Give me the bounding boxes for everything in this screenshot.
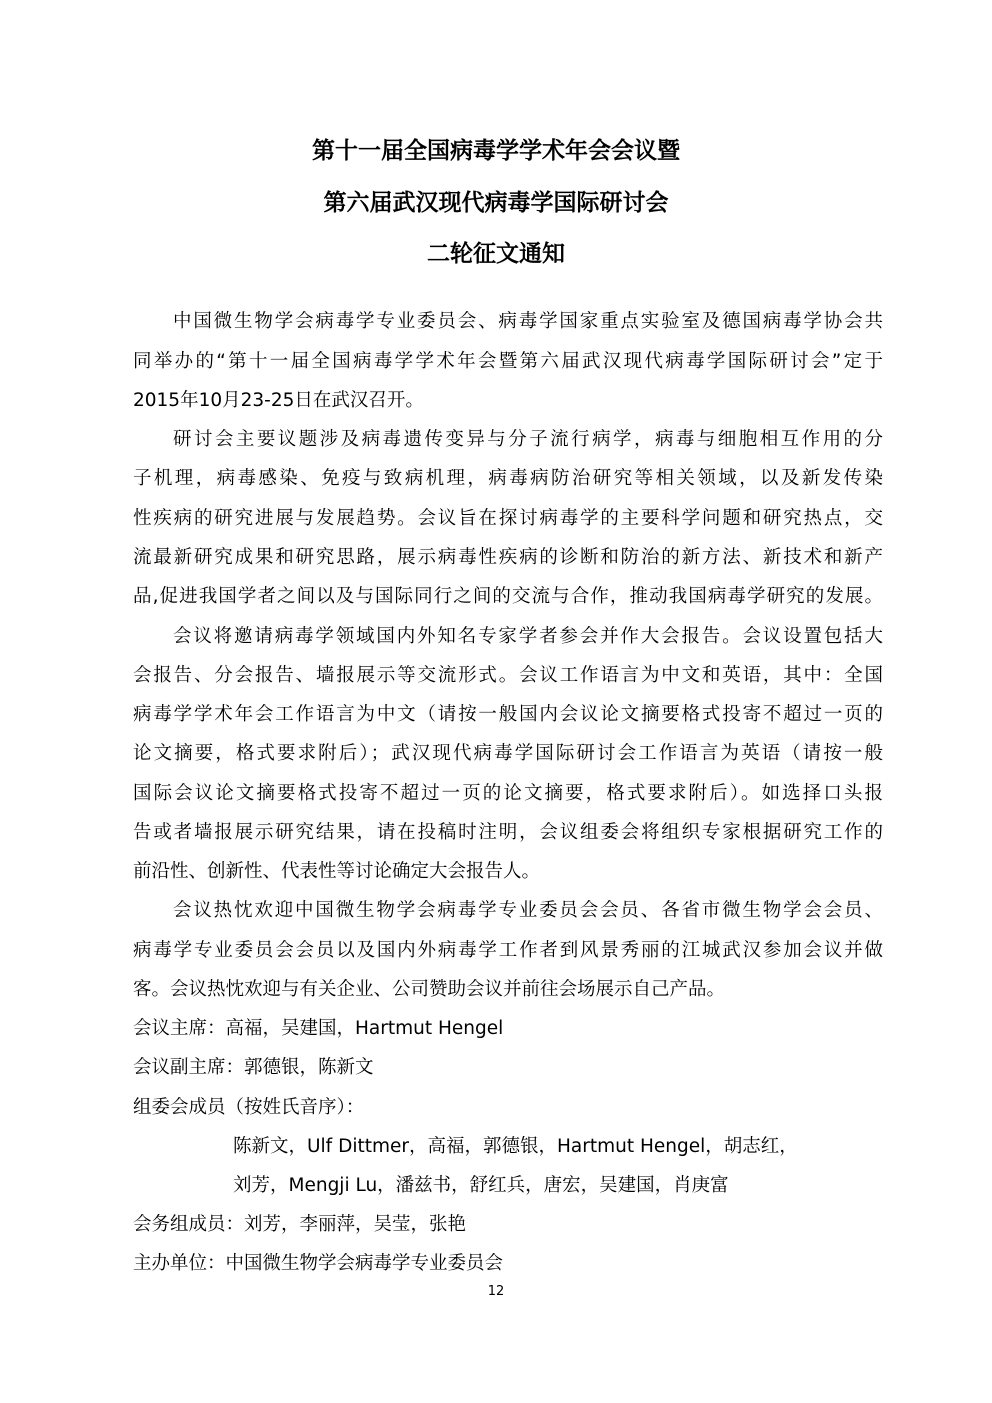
paragraph-2-line: 流最新研究成果和研究思路，展示病毒性疾病的诊断和防治的新方法、新技术和新产 <box>133 547 883 568</box>
paragraph-3-line: 论文摘要，格式要求附后）；武汉现代病毒学国际研讨会工作语言为英语（请按一般 <box>133 743 883 764</box>
title-line-2: 第六届武汉现代病毒学国际研讨会 <box>323 190 669 216</box>
paragraph-4-line: 客。会议热忱欢迎与有关企业、公司赞助会议并前往会场展示自己产品。 <box>133 979 726 1000</box>
paragraph-2-line: 研讨会主要议题涉及病毒遗传变异与分子流行病学，病毒与细胞相互作用的分 <box>173 429 883 450</box>
paragraph-1-line: 2015年10月23-25日在武汉召开。 <box>133 390 424 411</box>
paragraph-4-line: 会议热忱欢迎中国微生物学会病毒学专业委员会会员、各省市微生物学会会员、 <box>173 900 883 921</box>
paragraph-2-line: 性疾病的研究进展与发展趋势。会议旨在探讨病毒学的主要科学问题和研究热点，交 <box>133 508 883 529</box>
page-number: 12 <box>487 1284 505 1299</box>
paragraph-1-line: 同举办的“第十一届全国病毒学学术年会暨第六届武汉现代病毒学国际研讨会”定于 <box>133 351 883 372</box>
conference-chair: 会议主席：高福，吴建国，Hartmut Hengel <box>133 1018 504 1039</box>
paragraph-3-line: 会议将邀请病毒学领域国内外知名专家学者参会并作大会报告。会议设置包括大 <box>173 626 883 647</box>
paragraph-3-line: 会报告、分会报告、墙报展示等交流形式。会议工作语言为中文和英语，其中：全国 <box>133 665 883 686</box>
conference-vice-chair: 会议副主席：郭德银，陈新文 <box>133 1057 374 1078</box>
title-line-3: 二轮征文通知 <box>427 241 565 267</box>
paragraph-3-line: 国际会议论文摘要格式投寄不超过一页的论文摘要，格式要求附后）。如选择口头报 <box>133 783 883 804</box>
paragraph-1-line: 中国微生物学会病毒学专业委员会、病毒学国家重点实验室及德国病毒学协会共 <box>173 311 883 332</box>
paragraph-3-line: 病毒学学术年会工作语言为中文（请按一般国内会议论文摘要格式投寄不超过一页的 <box>133 704 883 725</box>
organizer: 主办单位：中国微生物学会病毒学专业委员会 <box>133 1253 504 1274</box>
paragraph-3-line: 前沿性、创新性、代表性等讨论确定大会报告人。 <box>133 861 541 882</box>
paragraph-4-line: 病毒学专业委员会会员以及国内外病毒学工作者到风景秀丽的江城武汉参加会议并做 <box>133 940 883 961</box>
paragraph-3-line: 告或者墙报展示研究结果，请在投稿时注明，会议组委会将组织专家根据研究工作的 <box>133 822 883 843</box>
committee-members-line-1: 陈新文，Ulf Dittmer，高福，郭德银，Hartmut Hengel，胡志红， <box>233 1136 798 1157</box>
paragraph-2-line: 子机理，病毒感染、免疫与致病机理，病毒病防治研究等相关领域，以及新发传染 <box>133 468 883 489</box>
title-line-1: 第十一届全国病毒学学术年会会议暨 <box>312 138 680 164</box>
secretariat-members: 会务组成员：刘芳，李丽萍，吴莹，张艳 <box>133 1214 467 1235</box>
committee-members-label: 组委会成员（按姓氏音序）： <box>133 1097 365 1118</box>
paragraph-2-line: 品,促进我国学者之间以及与国际同行之间的交流与合作，推动我国病毒学研究的发展。 <box>133 586 883 607</box>
committee-members-line-2: 刘芳，Mengji Lu，潘兹书，舒红兵，唐宏，吴建国，肖庚富 <box>233 1175 729 1196</box>
